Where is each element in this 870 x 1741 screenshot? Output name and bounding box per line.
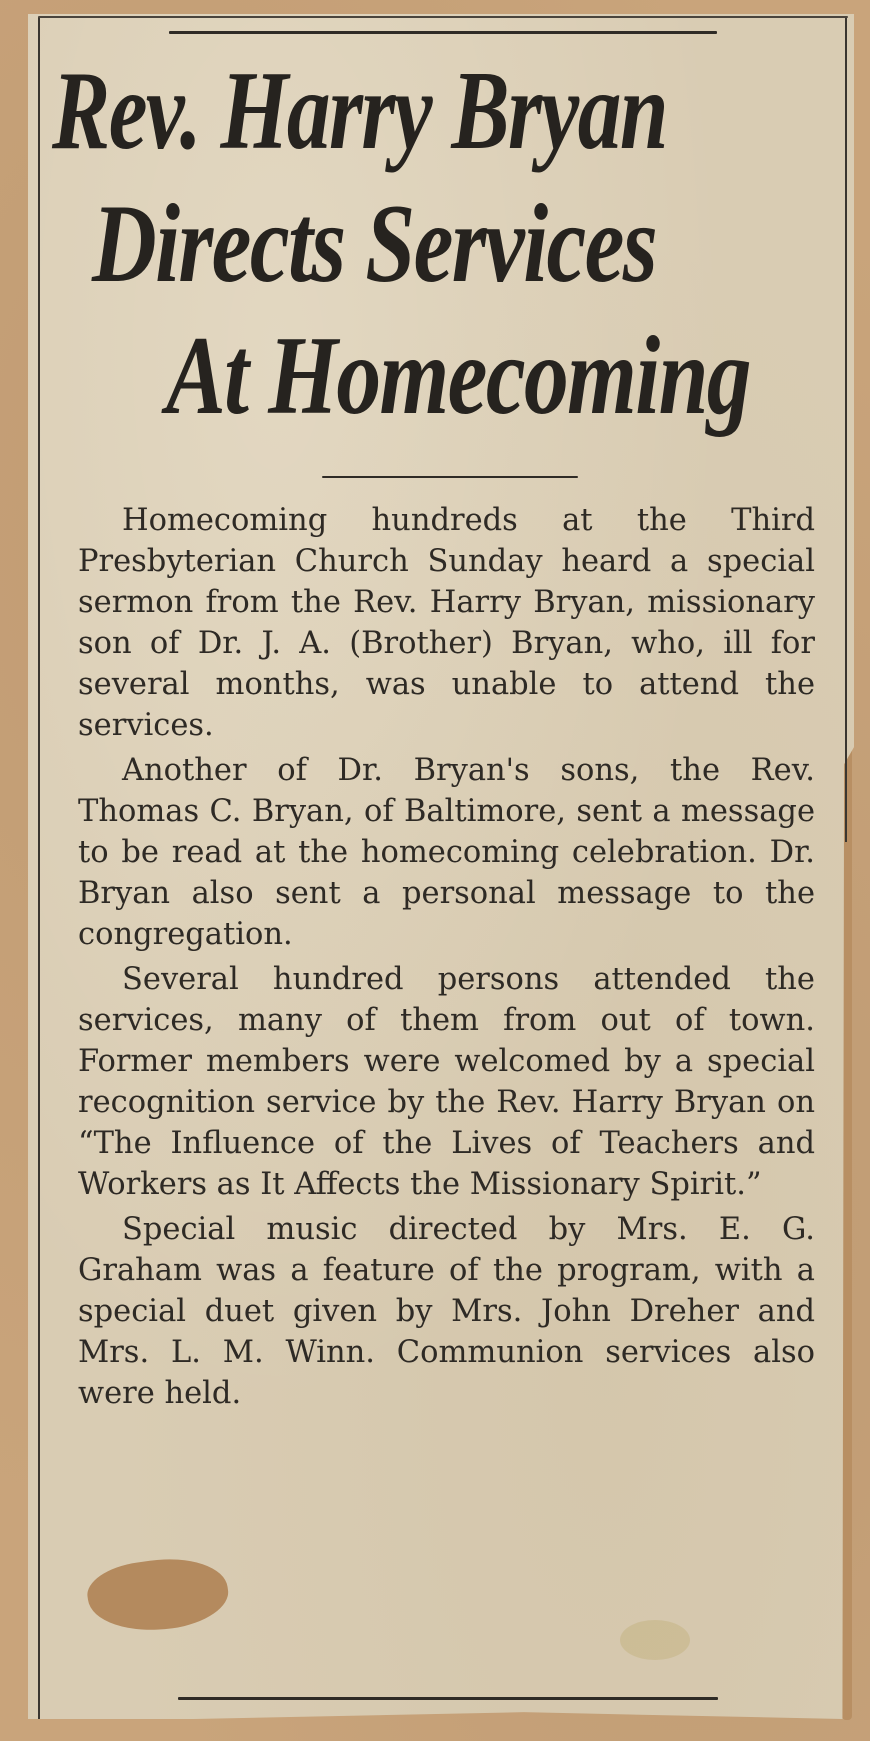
bottom-rule <box>178 1697 718 1700</box>
paragraph-4: Special music directed by Mrs. E. G. Graham was a feature of the program, with a special duet given by Mrs. John Dreher and Mrs. L. M. Winn. Communion services also were held. <box>78 1212 815 1411</box>
paper-stain-faint <box>620 1620 690 1660</box>
headline-divider <box>322 476 578 478</box>
paragraph-2: Another of Dr. Bryan's sons, the Rev. Thomas C. Bryan, of Baltimore, sent a message to be read at the homecoming celebration. Dr. Bryan also sent a personal message to the congregation. <box>78 753 815 952</box>
paragraph-1: Homecoming hundreds at the Third Presbyterian Church Sunday heard a special sermon from the Rev. Harry Bryan, missionary son of Dr. J. A. (Brother) Bryan, who, ill for several months, was unable to attend the services. <box>78 503 815 743</box>
headline-line-1: Rev. Harry Bryan <box>52 49 667 173</box>
paragraph-3: Several hundred persons attended the services, many of them from out of town. Former members were welcomed by a special recognition service by the Rev. Harry Bryan on “The Influence of the Lives of Teachers and Workers as It Affects the Missionary Spirit.” <box>78 962 815 1202</box>
headline-line-3: At Homecoming <box>166 314 750 438</box>
left-column-rule <box>38 17 40 1719</box>
top-rule <box>169 31 717 34</box>
article-body <box>78 500 815 1414</box>
headline-line-2: Directs Services <box>92 182 657 306</box>
right-column-rule <box>845 17 847 842</box>
top-border-rule <box>38 16 848 18</box>
